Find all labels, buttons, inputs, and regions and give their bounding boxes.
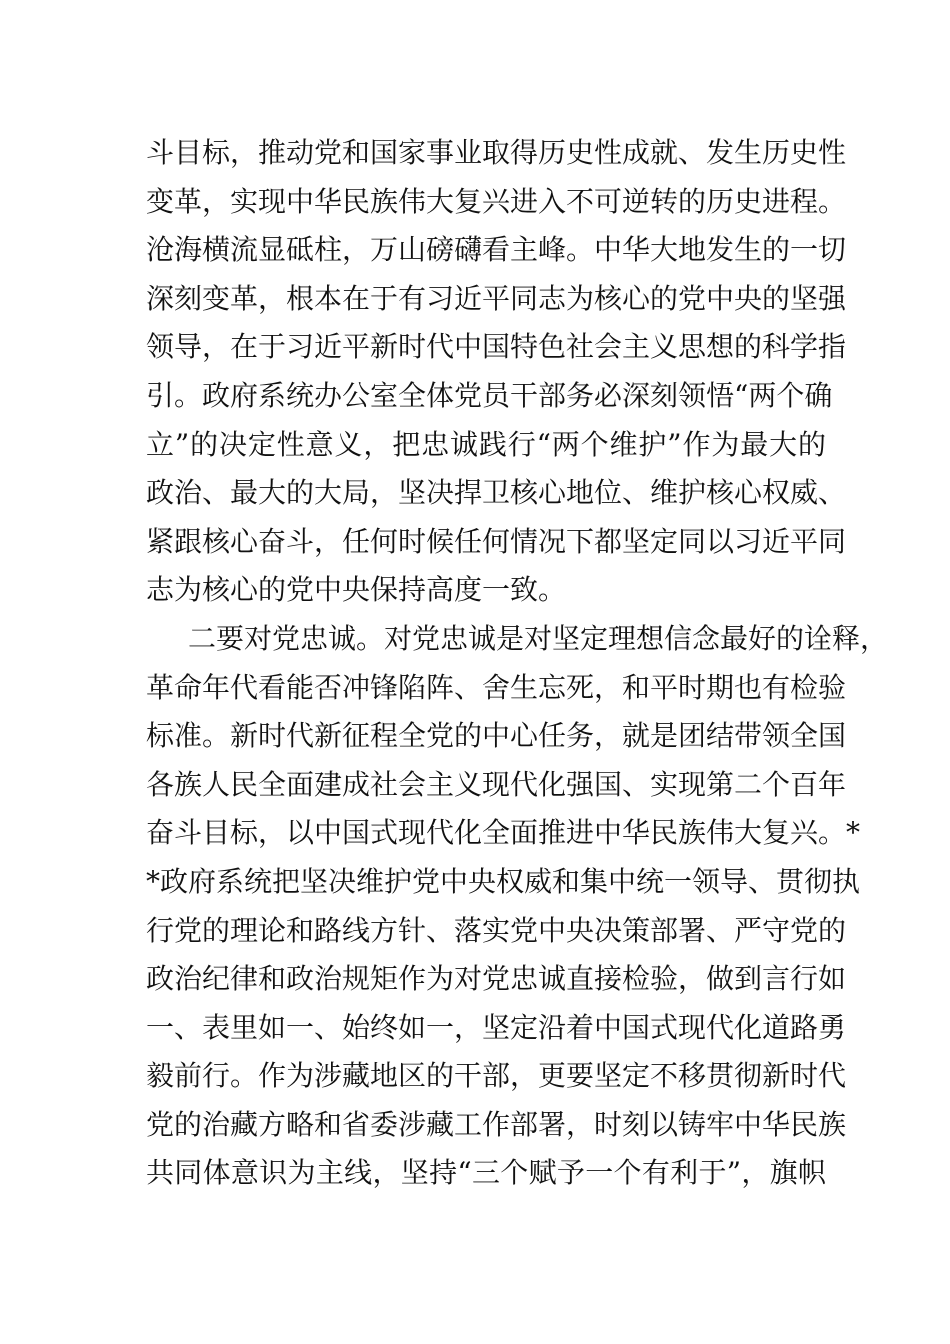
text-line: 共同体意识为主线，坚持“三个赋予一个有利于”，旗帜	[146, 1156, 826, 1190]
text-line: 二要对党忠诚。对党忠诚是对坚定理想信念最好的诠释，	[188, 621, 889, 655]
text-line: *政府系统把坚决维护党中央权威和集中统一领导、贯彻执	[146, 864, 861, 898]
text-line: 引。政府系统办公室全体党员干部务必深刻领悟“两个确	[146, 378, 833, 412]
text-line: 革命年代看能否冲锋陷阵、舍生忘死，和平时期也有检验	[146, 670, 847, 704]
body-text	[146, 129, 889, 1198]
text-line: 领导，在于习近平新时代中国特色社会主义思想的科学指	[146, 330, 847, 364]
text-line: 毅前行。作为涉藏地区的干部，更要坚定不移贯彻新时代	[146, 1059, 847, 1093]
text-line: 深刻变革，根本在于有习近平同志为核心的党中央的坚强	[146, 281, 847, 315]
text-line: 沧海横流显砥柱，万山磅礴看主峰。中华大地发生的一切	[146, 233, 847, 267]
text-line: 一、表里如一、始终如一，坚定沿着中国式现代化道路勇	[146, 1010, 847, 1044]
text-line: 标准。新时代新征程全党的中心任务，就是团结带领全国	[146, 719, 847, 753]
paragraph-2	[146, 615, 889, 1198]
text-line: 奋斗目标，以中国式现代化全面推进中华民族伟大复兴。*	[146, 816, 861, 850]
text-line: 政治、最大的大局，坚决捍卫核心地位、维护核心权威、	[146, 476, 847, 510]
text-line: 变革，实现中华民族伟大复兴进入不可逆转的历史进程。	[146, 184, 847, 218]
text-line: 紧跟核心奋斗，任何时候任何情况下都坚定同以习近平同	[146, 524, 847, 558]
text-line: 志为核心的党中央保持高度一致。	[146, 573, 567, 607]
text-line: 党的治藏方略和省委涉藏工作部署，时刻以铸牢中华民族	[146, 1107, 847, 1141]
text-line: 行党的理论和路线方针、落实党中央决策部署、严守党的	[146, 913, 847, 947]
text-line: 斗目标，推动党和国家事业取得历史性成就、发生历史性	[146, 136, 847, 169]
text-line: 立”的决定性意义，把忠诚践行“两个维护”作为最大的	[146, 427, 826, 461]
text-line: 各族人民全面建成社会主义现代化强国、实现第二个百年	[146, 767, 847, 801]
text-line: 政治纪律和政治规矩作为对党忠诚直接检验，做到言行如	[146, 962, 847, 996]
paragraph-1	[146, 129, 847, 615]
